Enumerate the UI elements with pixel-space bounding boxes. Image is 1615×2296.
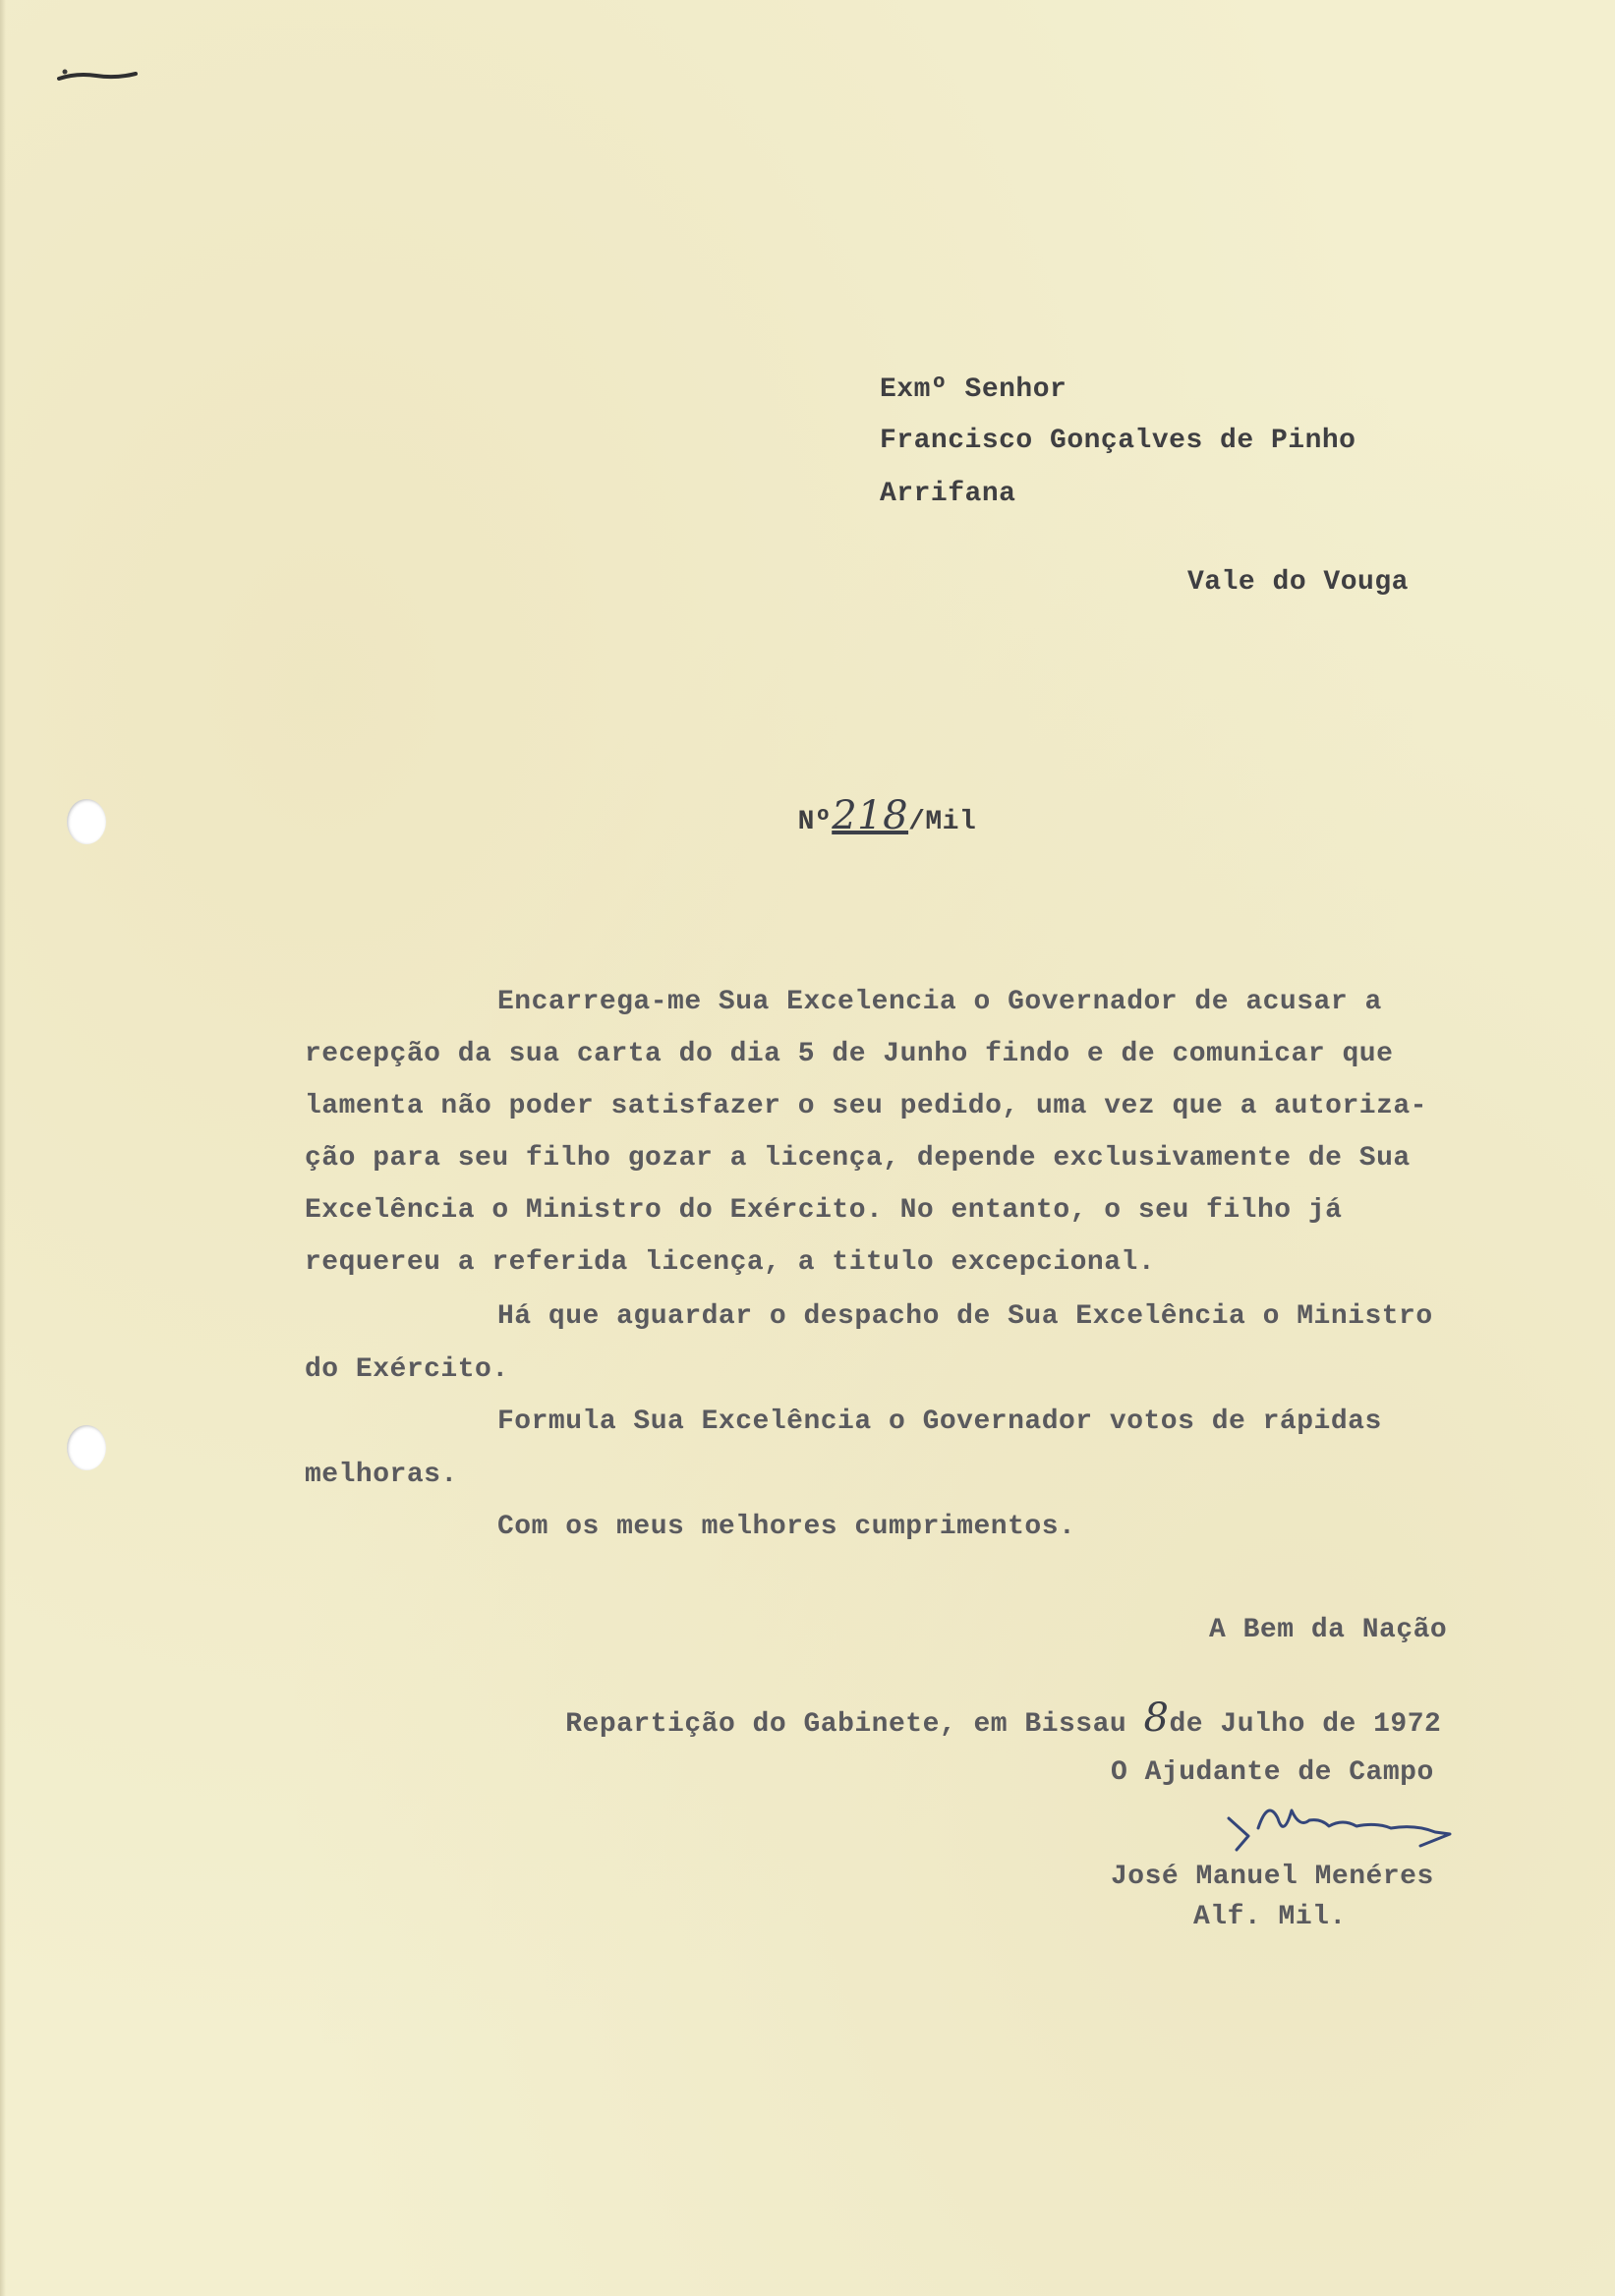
signer-rank: Alf. Mil. — [1193, 1902, 1347, 1932]
paper-left-edge — [0, 0, 6, 2296]
signer-title: O Ajudante de Campo — [1111, 1757, 1434, 1788]
place-date-suffix: de Julho de 1972 — [1169, 1709, 1442, 1740]
addressee-locality: Arrifana — [880, 479, 1016, 509]
addressee-region: Vale do Vouga — [1187, 567, 1409, 598]
signer-name: José Manuel Menéres — [1111, 1862, 1434, 1892]
place-date-prefix: Repartição do Gabinete, em Bissau — [565, 1709, 1127, 1740]
motto: A Bem da Nação — [1209, 1615, 1448, 1645]
addressee-name: Francisco Gonçalves de Pinho — [880, 426, 1356, 456]
body-line: Encarrega-me Sua Excelencia o Governador de acusar a — [497, 987, 1382, 1017]
body-line: ção para seu filho gozar a licença, depende exclusivamente de Sua — [305, 1143, 1411, 1174]
place-date — [497, 1671, 1441, 1766]
handwritten-day: 8 — [1143, 1695, 1170, 1741]
reference-handwritten-number: 218 — [832, 793, 909, 838]
reference-prefix: Nº — [797, 807, 833, 837]
punch-hole-bottom — [67, 1425, 106, 1470]
reference-number — [764, 769, 976, 836]
body-line: do Exército. — [305, 1354, 509, 1385]
body-line: Excelência o Ministro do Exército. No entanto, o seu filho já — [305, 1195, 1343, 1226]
body-line: requereu a referida licença, a titulo excepcional. — [305, 1247, 1156, 1278]
ink-smudge — [57, 69, 138, 83]
body-line: lamenta não poder satisfazer o seu pedido, uma vez que a autoriza- — [305, 1091, 1427, 1121]
body-line: Formula Sua Excelência o Governador votos de rápidas — [497, 1406, 1382, 1437]
punch-hole-top — [67, 799, 106, 844]
body-line: recepção da sua carta do dia 5 de Junho findo e de comunicar que — [305, 1039, 1394, 1069]
handwritten-signature — [1219, 1789, 1465, 1858]
addressee-salutation: Exmº Senhor — [880, 374, 1067, 405]
body-line: Há que aguardar o despacho de Sua Excelência o Ministro — [497, 1301, 1433, 1332]
body-line: melhoras. — [305, 1460, 458, 1490]
closing-line: Com os meus melhores cumprimentos. — [497, 1512, 1076, 1542]
reference-suffix: /Mil — [908, 807, 977, 837]
